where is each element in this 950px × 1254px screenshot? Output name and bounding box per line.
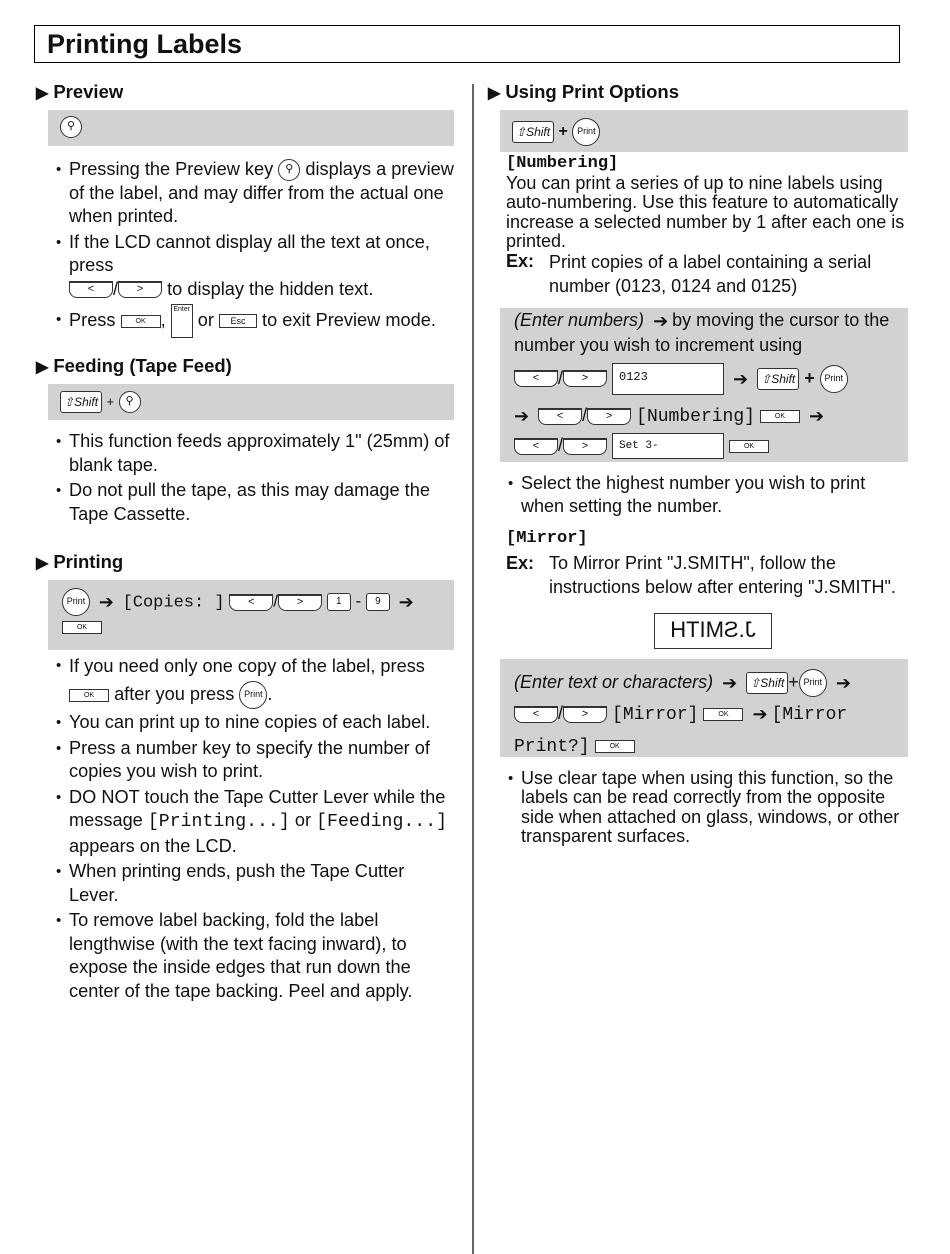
shift-key: ⇧Shift (60, 391, 102, 413)
numbering-section (506, 154, 908, 298)
column-divider (472, 84, 474, 1254)
shift-key: ⇧Shift (757, 368, 799, 390)
preview-bullets (36, 158, 454, 338)
esc-key: Esc (219, 314, 257, 328)
feeding-heading: ▶ Feeding (Tape Feed) (36, 355, 232, 377)
right-arrow-key: > (563, 370, 607, 387)
feeding-key-box: ⇧Shift + ⚲ (48, 384, 454, 420)
arrow-right-icon: ➔ (514, 406, 530, 426)
numbering-key-box: (Enter numbers) ➔ by moving the cursor to the number you wish to increment using < / > 0123 ➔ ⇧Shift + Print ➔ < / > [Numbering] OK ➔ < / > Set 3- OK (500, 308, 908, 462)
preview-heading: ▶ Preview (36, 81, 124, 102)
mirror-key-box: (Enter text or characters) ➔ ⇧Shift + Print ➔ < / > [Mirror] OK ➔ [Mirror Print?] OK (500, 659, 908, 757)
list-item: • Do not pull the tape, as this may damage the Tape Cassette. (56, 479, 454, 526)
right-arrow-key: > (118, 281, 162, 298)
feeding-bullets (36, 430, 454, 526)
lcd-display: 0123 (612, 363, 724, 395)
left-arrow-key: < (69, 281, 113, 298)
left-arrow-key: < (538, 408, 582, 425)
list-item: • To remove label backing, fold the label lengthwise (with the text facing inward), to expose the inside edges that run down the center of the tape backing. Peel and apply. (56, 909, 454, 1003)
arrow-right-icon: ➔ (653, 310, 669, 331)
mirror-bullets (488, 769, 908, 847)
right-arrow-key: > (563, 438, 607, 455)
list-item: • Pressing the Preview key ⚲ displays a preview of the label, and may differ from the actual one when printed. (56, 158, 454, 229)
page-title: Printing Labels (47, 29, 243, 59)
left-arrow-key: < (514, 706, 558, 723)
list-item: • Select the highest number you wish to print when setting the number. (508, 472, 908, 519)
copies-label: [Copies: ] (122, 593, 225, 613)
arrow-right-icon: ➔ (809, 406, 825, 426)
shift-key: ⇧Shift (512, 121, 554, 143)
mirror-section (506, 527, 908, 599)
list-item: • Use clear tape when using this function, so the labels can be read correctly from the opposite side when attached on glass, windows, or other transparent surfaces. (508, 769, 908, 847)
right-arrow-key: > (587, 408, 631, 425)
triangle-icon: ▶ (36, 555, 49, 573)
title-box (34, 25, 900, 63)
right-arrow-key: > (278, 594, 322, 611)
arrow-right-icon: ➔ (398, 591, 414, 612)
preview-key-box (48, 110, 454, 146)
print-key: Print (799, 669, 827, 697)
enter-key: Enter (171, 304, 193, 338)
ok-key: OK (121, 315, 161, 328)
list-item: • DO NOT touch the Tape Cutter Lever while the message [Printing...] or [Feeding...] appears on the LCD. (56, 786, 454, 859)
shift-key: ⇧Shift (746, 672, 788, 694)
list-item: • Press a number key to specify the number of copies you wish to print. (56, 737, 454, 784)
options-heading: ▶ Using Print Options (488, 81, 680, 102)
ok-key: OK (62, 621, 102, 634)
list-item: • You can print up to nine copies of each label. (56, 711, 454, 735)
arrow-right-icon: ➔ (733, 368, 749, 389)
print-key: Print (572, 118, 600, 146)
ok-key: OK (69, 689, 109, 702)
printing-bullets (36, 652, 454, 1003)
options-key-box: ⇧Shift + Print (500, 110, 908, 152)
number-one-key: 1 (327, 593, 351, 611)
ok-key: OK (703, 708, 743, 721)
left-arrow-key: < (514, 370, 558, 387)
list-item: • This function feeds approximately 1" (25mm) of blank tape. (56, 430, 454, 477)
triangle-icon: ▶ (36, 359, 49, 377)
list-item: • When printing ends, push the Tape Cutter Lever. (56, 860, 454, 907)
magnifier-icon: ⚲ (60, 116, 82, 138)
numbering-title: [Numbering] (506, 154, 619, 173)
numbering-bullets (488, 472, 908, 519)
printing-key-box: Print ➔ [Copies: ] < / > 1 - 9 ➔ OK (48, 580, 454, 650)
numbering-example: Ex: Print copies of a label containing a serial number (0123, 0124 and 0125) (506, 250, 872, 296)
ok-key: OK (729, 440, 769, 453)
triangle-icon: ▶ (488, 85, 501, 102)
list-item: • Press OK , Enter or Esc to exit Preview mode. (56, 303, 454, 338)
list-item: • If you need only one copy of the label, press OK after you press Print . (56, 652, 454, 709)
arrow-right-icon: ➔ (722, 672, 738, 693)
arrow-right-icon: ➔ (98, 591, 114, 612)
list-item: • If the LCD cannot display all the text at once, press < / > to display the hidden text. (56, 231, 454, 302)
lcd-set-display: Set 3- (612, 433, 724, 459)
printing-heading: ▶ Printing (36, 551, 124, 573)
print-key: Print (62, 588, 90, 616)
magnifier-icon: ⚲ (119, 391, 141, 413)
arrow-right-icon: ➔ (752, 704, 768, 724)
magnifier-icon: ⚲ (278, 159, 300, 181)
mirror-title: [Mirror] (506, 528, 588, 548)
right-arrow-key: > (563, 706, 607, 723)
print-key: Print (820, 365, 848, 393)
mirror-sample: J.SMITH (654, 613, 772, 649)
print-key: Print (239, 681, 267, 709)
numbering-desc: You can print a series of up to nine labels using auto-numbering. Use this feature to automatically increase a selected number by 1 after each one is printed. (506, 172, 905, 251)
left-arrow-key: < (229, 594, 273, 611)
number-nine-key: 9 (366, 593, 390, 611)
triangle-icon: ▶ (36, 85, 49, 102)
ok-key: OK (595, 740, 635, 753)
right-column (488, 78, 908, 849)
arrow-right-icon: ➔ (835, 672, 851, 693)
mirror-example: Ex: To Mirror Print "J.SMITH", follow the instructions below after entering "J.SMITH". (506, 552, 896, 597)
left-arrow-key: < (514, 438, 558, 455)
left-column (36, 78, 454, 1005)
ok-key: OK (760, 410, 800, 423)
